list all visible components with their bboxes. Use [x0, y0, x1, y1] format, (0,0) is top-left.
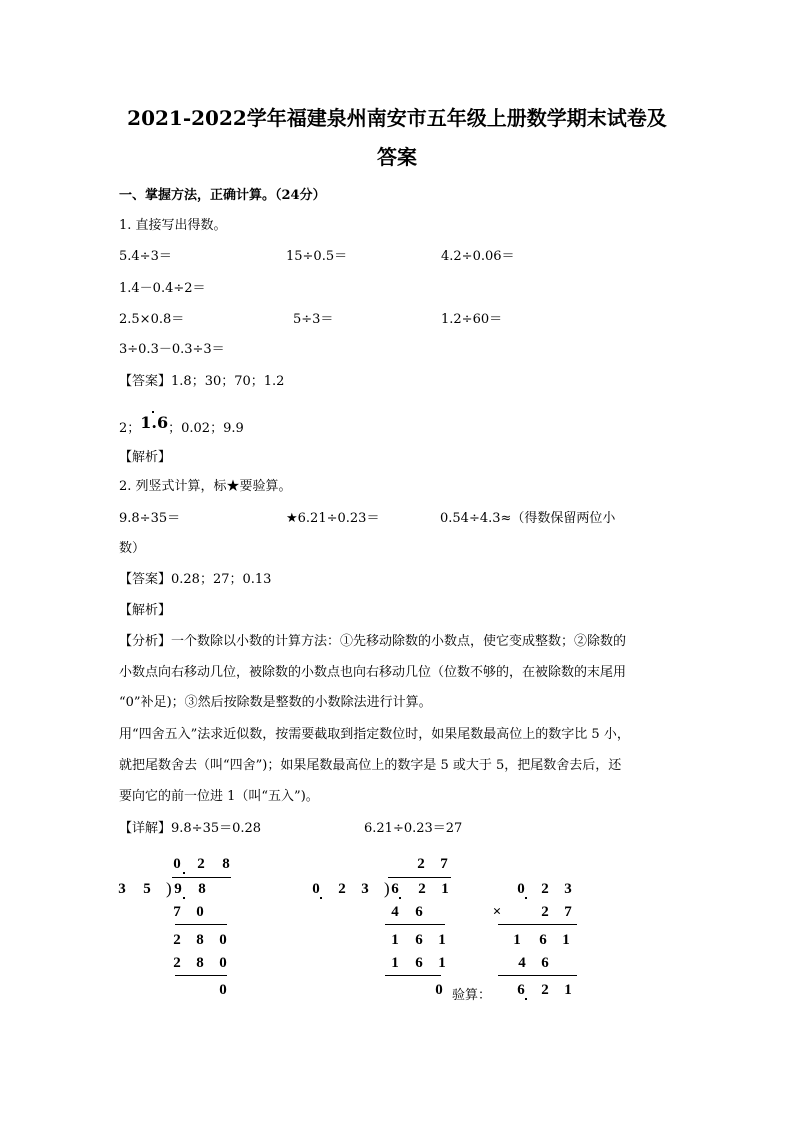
calc-digit: 2	[541, 982, 549, 998]
calc-digit: 2	[173, 955, 181, 971]
calc-line	[385, 924, 445, 925]
q1-prompt: 1. 直接写出得数。	[119, 218, 227, 233]
check-label: 验算：	[452, 988, 492, 1003]
calc-digit: 2	[197, 856, 205, 872]
calc-digit: 1	[391, 932, 399, 948]
analysis-line: 就把尾数舍去（叫“四舍”)；如果尾数最高位上的数字是 5 或大于 5，把尾数舍去后，还	[119, 758, 622, 773]
q2-item-cont: 数）	[119, 541, 146, 556]
q1-item: 3÷0.3－0.3÷3＝	[119, 342, 225, 357]
calc-digit: 2	[418, 881, 426, 897]
calc-digit: 0	[173, 856, 181, 872]
decimal-point	[399, 897, 401, 899]
calc-digit: 1	[438, 932, 446, 948]
analysis-line: 用“四舍五入”法求近似数，按需要截取到指定数位时，如果尾数最高位上的数字比 5 小，	[119, 727, 630, 742]
calc-digit: 8	[196, 955, 204, 971]
calc-digit: 7	[564, 904, 572, 920]
calc-line	[175, 975, 227, 976]
repeating-dot	[152, 411, 154, 413]
q2-item: 0.54÷4.3≈（得数保留两位小	[440, 511, 616, 526]
q1-item: 2.5×0.8＝	[119, 312, 185, 327]
calc-digit: 2	[541, 881, 549, 897]
calc-digit: 8	[196, 932, 204, 948]
q1-item: 5.4÷3＝	[119, 249, 172, 264]
calc-line	[498, 975, 577, 976]
calc-digit: 6	[539, 932, 547, 948]
analysis-line: 要向它的前一位进 1（叫“五入”)。	[119, 789, 319, 804]
calc-digit: 0	[219, 982, 227, 998]
calc-digit: 0	[196, 904, 204, 920]
calc-digit: 0	[312, 881, 320, 897]
calc-digit: 0	[219, 955, 227, 971]
calc-digit: 2	[173, 932, 181, 948]
q1-item: 15÷0.5＝	[286, 249, 348, 264]
calc-digit: 6	[415, 904, 423, 920]
calc-digit: 8	[222, 856, 230, 872]
calc-digit: 1	[513, 932, 521, 948]
doc-title-line1: 2021-2022学年福建泉州南安市五年级上册数学期末试卷及	[127, 106, 667, 130]
decimal-point	[320, 897, 322, 899]
q1-answer-cont	[119, 413, 244, 437]
q1-analysis: 【解析】	[119, 450, 172, 465]
detail-2: 6.21÷0.23＝27	[364, 821, 463, 836]
calc-digit: 2	[338, 881, 346, 897]
division-bracket: )	[166, 879, 172, 898]
calc-digit: 6	[415, 955, 423, 971]
answer-text: 1.8；30；70；1.2	[171, 374, 285, 389]
doc-title-line2: 答案	[377, 145, 417, 169]
calc-line	[172, 877, 231, 878]
calc-digit: 6	[415, 932, 423, 948]
calc-digit: 6	[391, 881, 399, 897]
decimal-point	[183, 872, 185, 874]
answer-text: ；0.02；9.9	[168, 421, 244, 436]
calc-digit: 7	[173, 904, 181, 920]
detail-label: 【详解】9.8÷35＝0.28	[119, 821, 262, 836]
calc-digit: 0	[219, 932, 227, 948]
q2-prompt: 2. 列竖式计算，标★要验算。	[119, 479, 292, 494]
answer-text: 2；	[119, 421, 141, 436]
q1-item: 5÷3＝	[293, 312, 334, 327]
calc-digit: 1	[562, 932, 570, 948]
q2-item: 9.8÷35＝	[119, 511, 181, 526]
analysis-line: “0”补足)；③然后按除数是整数的小数除法进行计算。	[119, 695, 432, 710]
calc-digit: 0	[435, 982, 443, 998]
division-bracket: )	[384, 879, 390, 898]
q2-answer: 【答案】0.28；27；0.13	[119, 572, 272, 587]
q1-item: 1.2÷60＝	[441, 312, 503, 327]
calc-digit: 2	[541, 904, 549, 920]
calc-digit: 2	[417, 856, 425, 872]
q1-answer	[119, 374, 284, 390]
q2-analysis-label: 【解析】	[119, 603, 172, 618]
calc-line	[175, 924, 227, 925]
q2-item: ★6.21÷0.23＝	[286, 511, 380, 526]
answer-label: 【答案】	[119, 374, 172, 389]
decimal-point	[525, 998, 527, 1000]
q1-item: 1.4－0.4÷2＝	[119, 281, 206, 296]
analysis-line: 【分析】一个数除以小数的计算方法：①先移动除数的小数点，使它变成整数；②除数的	[119, 634, 627, 649]
calc-digit: 8	[198, 881, 206, 897]
multiply-sign: ×	[492, 904, 502, 920]
q1-item: 4.2÷0.06＝	[441, 249, 515, 264]
calc-digit: 5	[143, 881, 151, 897]
calc-digit: 3	[564, 881, 572, 897]
calc-digit: 1	[564, 982, 572, 998]
analysis-line: 小数点向右移动几位，被除数的小数点也向右移动几位（位数不够的，在被除数的末尾用	[119, 665, 627, 680]
calc-digit: 9	[174, 881, 182, 897]
calc-line	[385, 975, 441, 976]
calc-digit: 4	[518, 955, 526, 971]
calc-digit: 6	[517, 982, 525, 998]
calc-digit: 1	[391, 955, 399, 971]
repeating-decimal: 1.6	[140, 413, 169, 432]
calc-digit: 4	[391, 904, 399, 920]
calc-digit: 6	[541, 955, 549, 971]
calc-digit: 7	[440, 856, 448, 872]
calc-digit: 1	[441, 881, 449, 897]
decimal-point	[183, 897, 185, 899]
decimal-point	[525, 897, 527, 899]
calc-digit: 3	[361, 881, 369, 897]
calc-digit: 1	[438, 955, 446, 971]
calc-digit: 3	[118, 881, 126, 897]
calc-line	[388, 877, 451, 878]
section-heading: 一、掌握方法，正确计算。（24分）	[119, 188, 326, 203]
calc-line	[498, 924, 577, 925]
calc-digit: 0	[517, 881, 525, 897]
